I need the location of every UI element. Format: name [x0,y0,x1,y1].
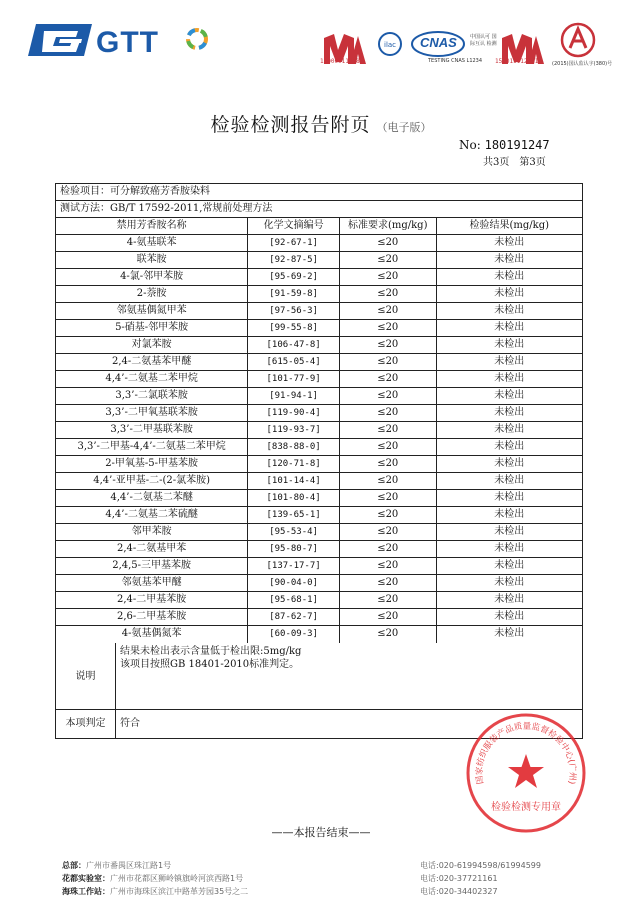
cal-cert-icon [560,22,596,58]
report-title-text: 检验检测报告附页 [210,114,371,136]
result-cell: 未检出 [494,594,525,605]
footer-address-line [62,873,243,884]
amine-name-cell: 4,4’-亚甲基-二-(2-氯苯胺) [56,473,248,489]
note-line-2: 该项目按照GB 18401-2010标准判定。 [120,659,300,670]
col-header-requirement: 标准要求(mg/kg) [340,218,437,234]
requirement-cell: ≤20 [340,235,437,251]
seal-bottom-text: 检验检测专用章 [491,802,561,813]
cas-number-cell: [60-09-3] [248,626,340,643]
report-no-value: 180191247 [484,138,550,152]
cas-number-cell: [615-05-4] [248,354,340,370]
table-row [56,388,582,405]
footer-label: 总部： [62,861,86,870]
result-cell: 未检出 [494,543,525,554]
report-no-label: No: [459,138,481,152]
amine-name-cell: 4-氨基偶氮苯 [56,626,248,643]
amine-name-cell: 对氯苯胺 [56,337,248,353]
amine-name-cell: 2-甲氧基-5-甲基苯胺 [56,456,248,472]
report-end-text: ——本报告结束—— [271,826,371,839]
cas-number-cell: [95-69-2] [248,269,340,285]
result-cell: 未检出 [494,492,525,503]
amine-name-cell: 2,4,5-三甲基苯胺 [56,558,248,574]
cert-caption: 中国认可 国际互认 检测 [470,34,497,47]
amine-name-cell: 3,3’-二甲基联苯胺 [56,422,248,438]
result-cell: 未检出 [494,458,525,469]
cma-cert-number-2: 150011112181 [495,58,539,65]
method-cell: 测试方法：GB/T 17592-2011,常规前处理方法 [60,203,273,214]
cas-number-cell: [97-56-3] [248,303,340,319]
amine-name-cell: 3,3’-二甲基-4,4’-二氨基二苯甲烷 [56,439,248,455]
amine-name-cell: 邻氨基苯甲醚 [56,575,248,591]
result-cell: 未检出 [494,390,525,401]
amine-name-cell: 4,4’-二氨基二苯醚 [56,490,248,506]
result-cell: 未检出 [494,509,525,520]
note-row [56,643,582,710]
result-cell: 未检出 [494,322,525,333]
amine-name-cell: 4-氨基联苯 [56,235,248,251]
table-row [56,354,582,371]
report-number [459,138,550,152]
amine-name-cell: 2,4-二甲基苯胺 [56,592,248,608]
requirement-cell: ≤20 [340,609,437,625]
cas-number-cell: [119-90-4] [248,405,340,421]
table-row [56,626,582,643]
cas-number-cell: [101-77-9] [248,371,340,387]
result-cell: 未检出 [494,356,525,367]
cma-cert-icon-2 [500,26,546,72]
result-cell: 未检出 [494,339,525,350]
table-row [56,592,582,609]
requirement-cell: ≤20 [340,320,437,336]
table-row [56,286,582,303]
footer-address: 广州市番禺区珠江路1号 [86,861,172,870]
result-cell: 未检出 [494,577,525,588]
cnas-text: CNAS [420,35,457,50]
requirement-cell: ≤20 [340,558,437,574]
cma-cert-number: 170000113982 [320,58,364,65]
cas-number-cell: [87-62-7] [248,609,340,625]
col-header-cas: 化学文摘编号 [248,218,340,234]
cas-number-cell: [106-47-8] [248,337,340,353]
footer-phone: 电话:020-61994598/61994599 [420,861,541,870]
table-row [56,473,582,490]
amine-name-cell: 3,3’-二甲氧基联苯胺 [56,405,248,421]
requirement-cell: ≤20 [340,354,437,370]
gtt-brand-text: GTT [96,26,159,59]
requirement-cell: ≤20 [340,405,437,421]
result-cell: 未检出 [494,305,525,316]
amine-name-cell: 4,4’-二氨基二苯甲烷 [56,371,248,387]
requirement-cell: ≤20 [340,592,437,608]
cma-cert-icon [322,26,368,72]
cas-number-cell: [99-55-8] [248,320,340,336]
amine-name-cell: 邻甲苯胺 [56,524,248,540]
footer-label: 花都实验室： [62,874,110,883]
results-table [55,183,583,739]
conclusion-label: 本项判定 [56,710,116,738]
method-row [56,201,582,218]
result-cell: 未检出 [494,441,525,452]
cas-number-cell: [95-68-1] [248,592,340,608]
report-subtitle: （电子版） [376,121,432,134]
footer-address-line [62,886,248,897]
note-line-1: 结果未检出表示含量低于检出限:5mg/kg [120,646,302,657]
result-cell: 未检出 [494,373,525,384]
cnas-small-text: TESTING CNAS L1234 [428,58,483,64]
requirement-cell: ≤20 [340,337,437,353]
item-cell: 检验项目：可分解致癌芳香胺染料 [60,186,210,197]
result-cell: 未检出 [494,254,525,265]
table-row [56,320,582,337]
requirement-cell: ≤20 [340,303,437,319]
requirement-cell: ≤20 [340,490,437,506]
table-row [56,490,582,507]
col-header-name: 禁用芳香胺名称 [56,218,248,234]
note-text [116,643,582,709]
cas-number-cell: [91-94-1] [248,388,340,404]
result-cell: 未检出 [494,628,525,639]
amine-name-cell: 邻氨基偶氮甲苯 [56,303,248,319]
table-row [56,252,582,269]
amine-name-cell: 4-氯-邻甲苯胺 [56,269,248,285]
footer-address: 广州市海珠区滨江中路革芳园35号之二 [110,887,249,896]
requirement-cell: ≤20 [340,269,437,285]
requirement-cell: ≤20 [340,473,437,489]
requirement-cell: ≤20 [340,507,437,523]
cas-number-cell: [101-14-4] [248,473,340,489]
footer-phone: 电话:020-34402327 [420,887,498,896]
requirement-cell: ≤20 [340,371,437,387]
result-cell: 未检出 [494,237,525,248]
table-row [56,609,582,626]
total-pages: 共3页 [483,157,510,168]
result-cell: 未检出 [494,611,525,622]
cas-number-cell: [137-17-7] [248,558,340,574]
table-row [56,456,582,473]
requirement-cell: ≤20 [340,252,437,268]
item-row [56,184,582,201]
cas-number-cell: [101-80-4] [248,490,340,506]
amine-name-cell: 5-硝基-邻甲苯胺 [56,320,248,336]
svg-text:ilac: ilac [384,41,397,49]
seal-ring-text: 国家纺织服装产品质量监督检验中心(广州) [474,721,578,786]
cas-number-cell: [90-04-0] [248,575,340,591]
cas-number-cell: [92-87-5] [248,252,340,268]
result-cell: 未检出 [494,560,525,571]
amine-name-cell: 2,4-二氨基苯甲醚 [56,354,248,370]
table-row [56,541,582,558]
requirement-cell: ≤20 [340,626,437,643]
conclusion-value: 符合 [120,718,140,729]
result-cell: 未检出 [494,407,525,418]
table-row [56,405,582,422]
current-page: 第3页 [519,157,546,168]
table-row [56,235,582,252]
requirement-cell: ≤20 [340,541,437,557]
table-row [56,422,582,439]
requirement-cell: ≤20 [340,388,437,404]
requirement-cell: ≤20 [340,422,437,438]
cas-number-cell: [120-71-8] [248,456,340,472]
result-cell: 未检出 [494,424,525,435]
table-row [56,337,582,354]
amine-name-cell: 4,4’-二氨基二苯硫醚 [56,507,248,523]
report-title [0,110,642,137]
cas-number-cell: [95-53-4] [248,524,340,540]
cas-number-cell: [92-67-1] [248,235,340,251]
table-row [56,269,582,286]
amine-name-cell: 2,6-二甲基苯胺 [56,609,248,625]
footer-address-line [62,860,171,871]
result-cell: 未检出 [494,288,525,299]
footer-address: 广州市花都区狮岭镇旗岭河滨西路1号 [110,874,244,883]
table-row [56,303,582,320]
cas-number-cell: [119-93-7] [248,422,340,438]
table-row [56,558,582,575]
table-row [56,575,582,592]
gtt-ring-icon [185,27,209,51]
footer-phone: 电话:020-37721161 [420,874,498,883]
official-seal-icon [465,712,587,834]
table-header-row [56,218,582,235]
result-cell: 未检出 [494,475,525,486]
amine-name-cell: 联苯胺 [56,252,248,268]
col-header-result: 检验结果(mg/kg) [469,220,550,231]
table-row [56,507,582,524]
result-cell: 未检出 [494,271,525,282]
requirement-cell: ≤20 [340,456,437,472]
table-row [56,524,582,541]
cas-number-cell: [838-88-0] [248,439,340,455]
table-row [56,439,582,456]
footer-label: 海珠工作站： [62,887,110,896]
requirement-cell: ≤20 [340,286,437,302]
result-cell: 未检出 [494,526,525,537]
cas-number-cell: [91-59-8] [248,286,340,302]
gtt-logo-icon [26,22,94,58]
cas-number-cell: [139-65-1] [248,507,340,523]
requirement-cell: ≤20 [340,439,437,455]
amine-name-cell: 2,4-二氨基甲苯 [56,541,248,557]
requirement-cell: ≤20 [340,524,437,540]
page-indicator [483,153,556,168]
note-label: 说明 [56,643,116,709]
cert-caption-2: (2015)国认监认字(380)号 [552,61,613,67]
amine-name-cell: 2-萘胺 [56,286,248,302]
table-row [56,371,582,388]
cas-number-cell: [95-80-7] [248,541,340,557]
amine-name-cell: 3,3’-二氯联苯胺 [56,388,248,404]
requirement-cell: ≤20 [340,575,437,591]
